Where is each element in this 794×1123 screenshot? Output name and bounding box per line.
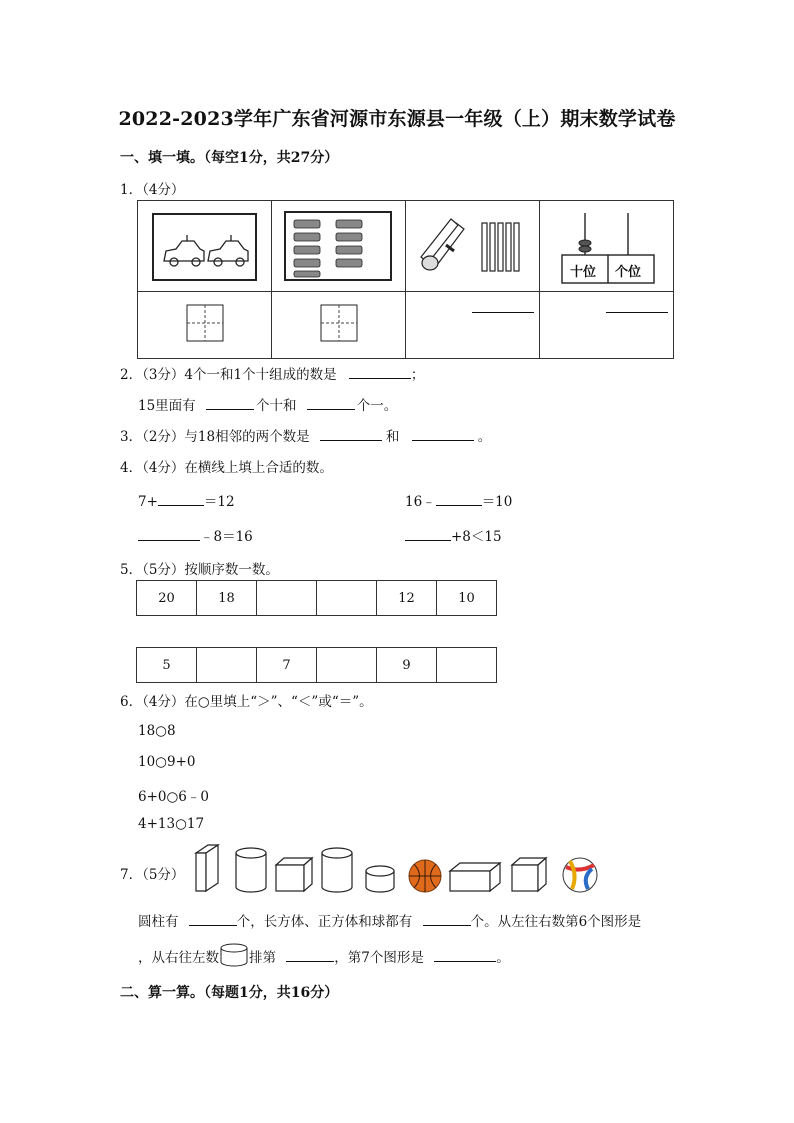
volleyball-icon (563, 858, 597, 892)
q3-line (120, 425, 491, 445)
answer-square-icon[interactable] (186, 304, 224, 342)
cuboid-icon (450, 863, 500, 891)
q4-eq2 (405, 490, 512, 510)
q6-item[interactable]: 4+13○17 (138, 816, 205, 832)
eq-text: +8＜15 (451, 529, 502, 545)
q7-line2 (138, 946, 510, 968)
q3-text: 3．（2分）与18相邻的两个数是 (120, 429, 310, 445)
sticks-bundle-icon (406, 201, 539, 287)
cylinder-icon (219, 942, 249, 968)
tens-label: 十位 (570, 265, 597, 280)
q2-text-b: 个十和 (255, 398, 297, 414)
seq-cell[interactable] (437, 648, 497, 683)
cars-picture (152, 213, 257, 281)
answer-blank[interactable] (349, 365, 411, 379)
q7-text: 个，长方体、正方体和球都有 (236, 914, 413, 930)
seq-cell: 5 (137, 648, 197, 683)
answer-blank[interactable] (158, 492, 204, 506)
q6-item[interactable]: 6+0○6﹣0 (138, 789, 209, 805)
q1-answer-line-3 (406, 292, 540, 359)
q1-label: 1．（4分） (120, 182, 185, 198)
q6-item[interactable]: 10○9+0 (138, 754, 196, 770)
seq-cell: 12 (377, 581, 437, 616)
cuboid-icon (196, 845, 218, 891)
eq-text: 16﹣ (405, 494, 436, 510)
seq-cell: 7 (257, 648, 317, 683)
q1-sticks-cell (406, 201, 540, 292)
q7-text: ，第7个图形是 (334, 950, 424, 966)
eq-text: ＝12 (203, 494, 235, 510)
q5-sequence-row1 (136, 580, 497, 616)
q1-bottles-cell (272, 201, 406, 292)
section-1-heading: 一、填一填。（每空1分，共27分） (120, 150, 339, 166)
q4-label: 4．（4分）在横线上填上合适的数。 (120, 460, 333, 476)
q2-text-a: 15里面有 (138, 398, 196, 414)
ones-label: 个位 (615, 265, 642, 280)
q1-cars-cell (138, 201, 272, 292)
cylinder-icon (366, 866, 394, 892)
answer-blank[interactable] (472, 310, 534, 313)
q1-table (137, 200, 674, 359)
q1-answer-box-2 (272, 292, 406, 359)
q1-answer-line-4 (540, 292, 674, 359)
seq-cell[interactable] (197, 648, 257, 683)
seq-cell[interactable] (317, 581, 377, 616)
q7-text: 。 (496, 950, 510, 966)
answer-blank[interactable] (405, 527, 451, 541)
answer-blank[interactable] (606, 310, 668, 313)
q2-text-c: 个一。 (356, 398, 398, 414)
answer-blank[interactable] (138, 527, 200, 541)
seq-cell: 10 (437, 581, 497, 616)
cube-icon (276, 858, 312, 891)
q5-sequence-row2 (136, 647, 497, 683)
eq-text: ＝10 (481, 494, 513, 510)
cylinder-icon (322, 848, 352, 892)
seq-cell: 20 (137, 581, 197, 616)
q2-text: 2．（3分）4个一和1个十组成的数是 (120, 367, 337, 383)
q1-answer-box-1 (138, 292, 272, 359)
q4-eq3 (138, 525, 253, 545)
q3-end: 。 (477, 429, 492, 445)
seq-cell[interactable] (257, 581, 317, 616)
q3-and: 和 (385, 429, 400, 445)
q7-label: 7．（5分） (120, 867, 185, 883)
q2-line2 (138, 394, 397, 414)
q7-text: 排第 (249, 950, 276, 966)
page-title: 2022-2023学年广东省河源市东源县一年级（上）期末数学试卷 (118, 108, 676, 130)
q6-label: 6．（4分）在○里填上“＞”、“＜”或“＝”。 (120, 694, 373, 710)
bottles-picture (284, 211, 392, 281)
answer-blank[interactable] (286, 948, 334, 962)
q7-text: ，从右往左数 (138, 950, 219, 966)
answer-blank[interactable] (189, 912, 237, 926)
q2-end: ； (410, 367, 425, 383)
eq-text: 7+ (138, 494, 158, 510)
abacus (540, 203, 673, 289)
answer-square-icon[interactable] (320, 304, 358, 342)
answer-blank[interactable] (307, 396, 355, 410)
answer-blank[interactable] (423, 912, 471, 926)
q7-line1 (138, 910, 641, 930)
q4-eq4 (405, 525, 502, 545)
seq-cell: 18 (197, 581, 257, 616)
abacus-icon (540, 203, 673, 289)
eq-text: ﹣8＝16 (200, 529, 253, 545)
answer-blank[interactable] (412, 427, 474, 441)
answer-blank[interactable] (320, 427, 382, 441)
q1-abacus-cell (540, 201, 674, 292)
seq-cell[interactable] (317, 648, 377, 683)
answer-blank[interactable] (206, 396, 254, 410)
q7-text: 个。从左往右数第6个图形是 (470, 914, 642, 930)
answer-blank[interactable] (434, 948, 496, 962)
q7-text: 圆柱有 (138, 914, 179, 930)
q6-item[interactable]: 18○8 (138, 723, 176, 739)
seq-cell: 9 (377, 648, 437, 683)
q7-shapes-row (190, 843, 610, 895)
car-icon (154, 215, 255, 279)
answer-blank[interactable] (436, 492, 482, 506)
q4-eq1 (138, 490, 235, 510)
q2-line1 (120, 363, 424, 383)
basketball-icon (409, 860, 441, 892)
cube-icon (512, 858, 546, 891)
cylinder-icon (236, 848, 266, 892)
bottle-icon (286, 213, 390, 279)
section-2-heading: 二、算一算。（每题1分，共16分） (120, 985, 339, 1001)
q5-label: 5．（5分）按顺序数一数。 (120, 562, 279, 578)
